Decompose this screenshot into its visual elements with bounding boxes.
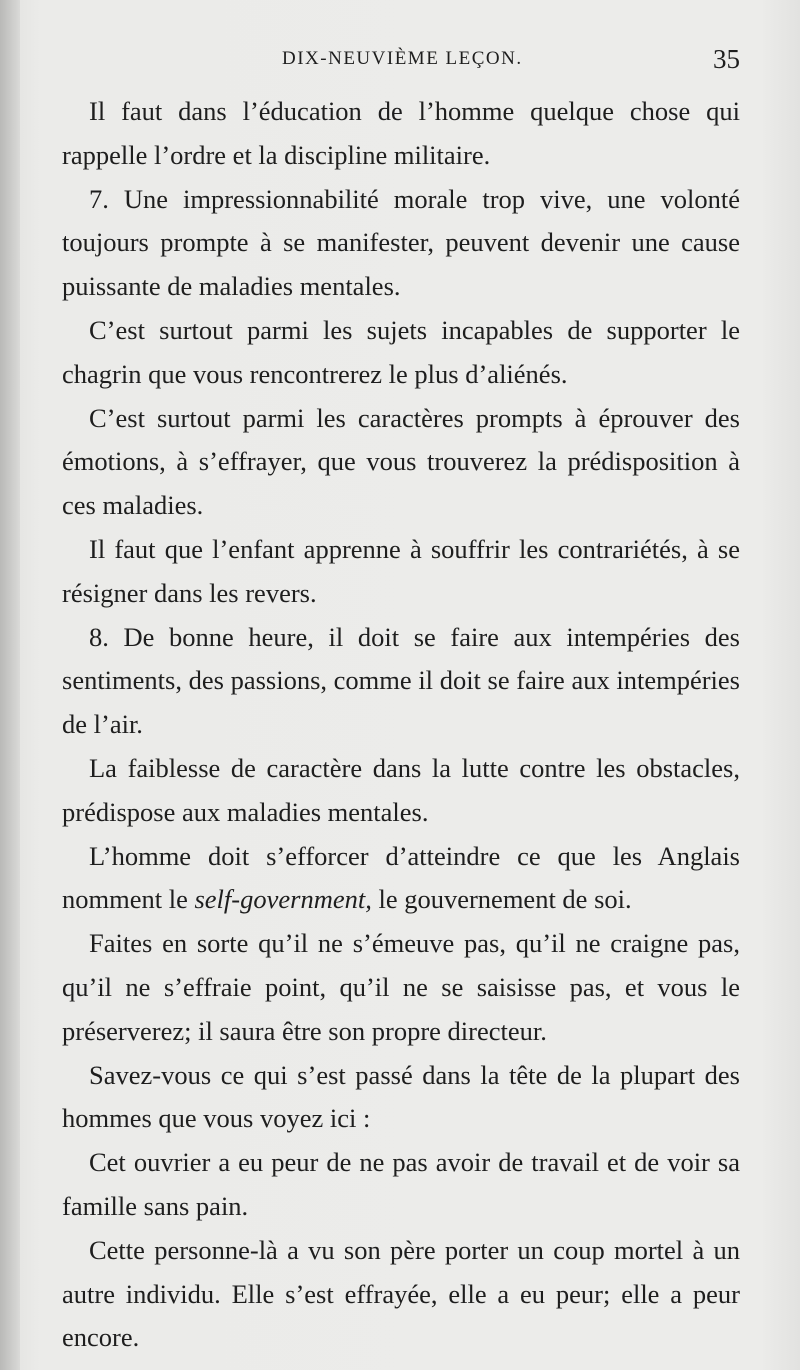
paragraph-3: C’est surtout parmi les sujets incapables de supporter le chagrin que vous rencontrerez le plus d’aliénés. — [62, 314, 740, 389]
paragraph-7: La faiblesse de caractère dans la lutte contre les obstacles, prédispose aux maladies mentales. — [62, 752, 740, 827]
paragraph-10: Savez-vous ce qui s’est passé dans la tête de la plupart des hommes que vous voyez ici : — [62, 1059, 740, 1134]
paragraph-4: C’est surtout parmi les caractères prompts à éprouver des émotions, à s’effrayer, que vous trouverez la prédisposition à ces maladies. — [62, 402, 740, 521]
paragraph-8-text-before: L’homme doit s’efforcer d’atteindre ce que les Anglais nomment le — [62, 840, 740, 915]
paragraph-8 — [62, 835, 740, 923]
paragraph-6: 8. De bonne heure, il doit se faire aux intempéries des sentiments, des passions, comme il doit se faire aux intempéries de l’air. — [62, 621, 740, 740]
running-head: DIX-NEUVIÈME LEÇON. — [282, 48, 523, 69]
page-body — [62, 90, 740, 1360]
paragraph-5: Il faut que l’enfant apprenne à souffrir les contrariétés, à se résigner dans les revers. — [62, 533, 740, 608]
page-header — [62, 44, 740, 80]
self-government-term: self-government, — [194, 884, 372, 915]
page-binding-edge — [0, 0, 20, 1370]
paragraph-1: Il faut dans l’éducation de l’homme quelque chose qui rappelle l’ordre et la discipline militaire. — [62, 96, 740, 170]
paragraph-9: Faites en sorte qu’il ne s’émeuve pas, qu’il ne craigne pas, qu’il ne s’effraie point, qu’il ne se saisisse pas, et vous le préserverez; il saura être son propre directeur. — [62, 928, 740, 1046]
page-number: 35 — [713, 44, 740, 74]
paragraph-11: Cet ouvrier a eu peur de ne pas avoir de travail et de voir sa famille sans pain. — [62, 1147, 740, 1221]
paragraph-2: 7. Une impressionnabilité morale trop vive, une volonté toujours prompte à se manifester, peuvent devenir une cause puissante de maladies mentales. — [62, 183, 740, 302]
paragraph-12: Cette personne-là a vu son père porter un coup mortel à un autre individu. Elle s’est effrayée, elle a eu peur; elle a peur encore. — [62, 1234, 740, 1353]
paragraph-8-text-after: le gouvernement de soi. — [371, 884, 632, 915]
